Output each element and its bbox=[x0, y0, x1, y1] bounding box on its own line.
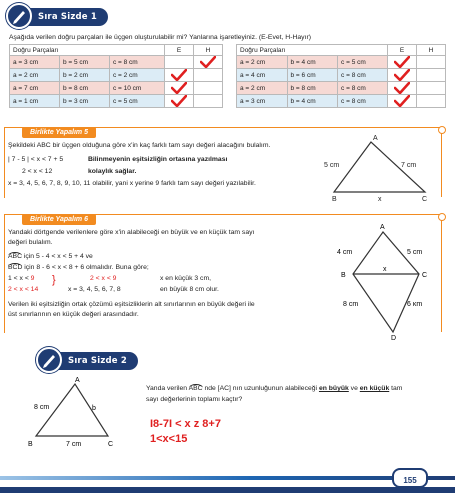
abc-arc-notation: ABC bbox=[8, 253, 22, 260]
checkmark-icon bbox=[171, 82, 187, 94]
answer-cell-h[interactable] bbox=[417, 95, 446, 108]
answer-cell-e[interactable] bbox=[388, 69, 417, 82]
ex6-side-ab: 4 cm bbox=[337, 249, 353, 256]
table-row: a = 4 cm b = 6 cm c = 8 cm bbox=[237, 69, 446, 82]
example6-dot bbox=[438, 213, 446, 221]
handwritten-answer-2: 1<x<15 bbox=[150, 433, 188, 445]
abc-arc-notation: ABC bbox=[188, 385, 203, 392]
pencil-badge bbox=[6, 3, 32, 29]
answer-cell-h[interactable] bbox=[194, 56, 223, 69]
quadrilateral-figure-ex6 bbox=[335, 222, 440, 340]
s2-side-bc: 7 cm bbox=[66, 441, 82, 448]
example6-row2-a: 2 < x < 14 bbox=[8, 286, 39, 293]
right-table-header: Doğru Parçaları bbox=[237, 45, 388, 56]
answer-cell-e[interactable] bbox=[165, 56, 194, 69]
footer-bottom-band bbox=[0, 487, 455, 493]
example6-conclusion1: Verilen iki eşitsizliğin ortak çözümü eşitsizliklerin alt sınırlarının en büyük değeri ile bbox=[8, 301, 255, 308]
example5-line3: x = 3, 4, 5, 6, 7, 8, 9, 10, 11 olabilir, yani x yerine 9 farklı tam sayı değeri yazılabilir. bbox=[8, 180, 256, 187]
answer-cell-h[interactable] bbox=[194, 95, 223, 108]
example6-abc-line: ABC için 5 - 4 < x < 5 + 4 ve bbox=[8, 253, 93, 260]
checkmark-icon bbox=[200, 56, 216, 68]
ex6-vertex-b: B bbox=[341, 272, 346, 279]
answer-cell-e[interactable] bbox=[165, 95, 194, 108]
checkmark-icon bbox=[394, 69, 410, 81]
checkmark-icon bbox=[171, 95, 187, 107]
example5-right-border bbox=[441, 127, 442, 197]
section1-instruction: Aşağıda verilen doğru parçaları ile üçgen oluşturulabilir mi? Yanlarına işaretleyiniz. (E-Evet, H-Hayır) bbox=[9, 34, 311, 41]
page-number: 155 bbox=[403, 476, 417, 485]
ex6-vertex-d: D bbox=[391, 335, 397, 340]
example6-conclusion2: üst sınırlarının en küçük değeri arasındadır. bbox=[8, 311, 139, 318]
answer-cell-e[interactable] bbox=[388, 95, 417, 108]
ex5-side-left: 5 cm bbox=[324, 162, 340, 169]
answer-cell-h[interactable] bbox=[417, 56, 446, 69]
example5-line1: | 7 - 5 | < x < 7 + 5 bbox=[8, 156, 64, 163]
s2-side-ab: 8 cm bbox=[34, 404, 50, 411]
ex6-side-ac: 5 cm bbox=[407, 249, 423, 256]
section2-title: Sıra Sizde 2 bbox=[68, 356, 128, 366]
ex6-side-bc: x bbox=[383, 266, 387, 273]
left-table-header-e: E bbox=[165, 45, 194, 56]
left-table-header-h: H bbox=[194, 45, 223, 56]
table-row: a = 3 cm b = 5 cm c = 8 cm bbox=[10, 56, 223, 69]
ex6-side-cd: 6 κm bbox=[407, 301, 423, 308]
ex5-side-right: 7 cm bbox=[401, 162, 417, 169]
answer-cell-h[interactable] bbox=[417, 82, 446, 95]
answer-cell-e[interactable] bbox=[388, 56, 417, 69]
ex5-side-base: x bbox=[378, 196, 382, 203]
table-row: a = 2 cm b = 8 cm c = 8 cm bbox=[237, 82, 446, 95]
answer-cell-h[interactable] bbox=[417, 69, 446, 82]
s2-vertex-b: B bbox=[28, 441, 33, 448]
answer-cell-h[interactable] bbox=[194, 69, 223, 82]
example5-tag: Birlikte Yapalım 5 bbox=[22, 127, 96, 138]
handwritten-answer-1: I8-7I < x z 8+7 bbox=[150, 418, 221, 430]
example6-brace: } bbox=[52, 274, 56, 286]
answer-cell-h[interactable] bbox=[194, 82, 223, 95]
example5-note2: kolaylık sağlar. bbox=[88, 168, 137, 175]
table-row: a = 2 cm b = 4 cm c = 5 cm bbox=[237, 56, 446, 69]
answer-cell-e[interactable] bbox=[388, 82, 417, 95]
ex6-side-bd: 8 cm bbox=[343, 301, 359, 308]
table-row: a = 1 cm b = 3 cm c = 5 cm bbox=[10, 95, 223, 108]
bcd-arc-notation: BCD bbox=[8, 264, 23, 271]
example6-intro2: değeri bulalım. bbox=[8, 239, 53, 246]
example6-row1-a: 1 < x < 9 bbox=[8, 275, 35, 282]
right-table-header-h: H bbox=[417, 45, 446, 56]
s2-vertex-a: A bbox=[75, 377, 80, 384]
right-table-header-e: E bbox=[388, 45, 417, 56]
pencil-icon bbox=[38, 349, 60, 371]
example5-intro: Şekildeki ABC bir üçgen olduğuna göre x'in kaç farklı tam sayı değeri alacağını bulalım. bbox=[8, 142, 271, 149]
example6-row2-b: x = 3, 4, 5, 6, 7, 8 bbox=[68, 286, 121, 293]
example6-tag: Birlikte Yapalım 6 bbox=[22, 214, 96, 225]
triangle-figure-s2 bbox=[28, 376, 128, 454]
pencil-badge bbox=[36, 347, 62, 373]
example5-dot bbox=[438, 126, 446, 134]
checkmark-icon bbox=[394, 95, 410, 107]
page-number-badge bbox=[392, 468, 428, 488]
section2-question-line1: Yanda verilen ABC nde [AC] nın uzunluğunun alabileceği en büyük ve en küçük tam bbox=[146, 385, 403, 392]
table-row: a = 2 cm b = 2 cm c = 2 cm bbox=[10, 69, 223, 82]
answer-cell-e[interactable] bbox=[165, 82, 194, 95]
pencil-icon bbox=[8, 5, 30, 27]
table-row: a = 7 cm b = 8 cm c = 10 cm bbox=[10, 82, 223, 95]
ex5-vertex-a: A bbox=[373, 135, 378, 142]
ex5-vertex-c: C bbox=[422, 196, 428, 203]
left-triangle-table bbox=[9, 44, 223, 108]
example6-row1-c: x en küçük 3 cm, bbox=[160, 275, 211, 282]
example6-right-border bbox=[441, 214, 442, 332]
s2-vertex-c: C bbox=[108, 441, 114, 448]
example5-line2: 2 < x < 12 bbox=[22, 168, 53, 175]
right-triangle-table bbox=[236, 44, 446, 108]
triangle-figure-ex5 bbox=[318, 134, 438, 204]
example5-note1: Bilinmeyenin eşitsizliğin ortasına yazılması bbox=[88, 156, 228, 163]
checkmark-icon bbox=[394, 82, 410, 94]
checkmark-icon bbox=[394, 56, 410, 68]
ex6-vertex-a: A bbox=[380, 224, 385, 231]
table-row: a = 3 cm b = 4 cm c = 8 cm bbox=[237, 95, 446, 108]
example6-intro1: Yandaki dörtgende verilenlere göre x'in alabileceği en büyük ve en küçük tam sayı bbox=[8, 229, 255, 236]
ex5-vertex-b: B bbox=[332, 196, 337, 203]
section1-title: Sıra Sizde 1 bbox=[38, 12, 98, 22]
answer-cell-e[interactable] bbox=[165, 69, 194, 82]
example6-bcd-line: BCD için 8 - 6 < x < 8 + 6 olmalıdır. Buna göre; bbox=[8, 264, 149, 271]
footer-line bbox=[0, 476, 455, 480]
ex6-vertex-c: C bbox=[422, 272, 428, 279]
section2-question-line2: sayı değerlerinin toplamı kaçtır? bbox=[146, 396, 243, 403]
example6-row2-c: en büyük 8 cm olur. bbox=[160, 286, 219, 293]
example6-row1-b: 2 < x < 9 bbox=[90, 275, 117, 282]
checkmark-icon bbox=[171, 69, 187, 81]
left-table-header: Doğru Parçaları bbox=[10, 45, 165, 56]
s2-side-ac: b bbox=[92, 405, 96, 412]
